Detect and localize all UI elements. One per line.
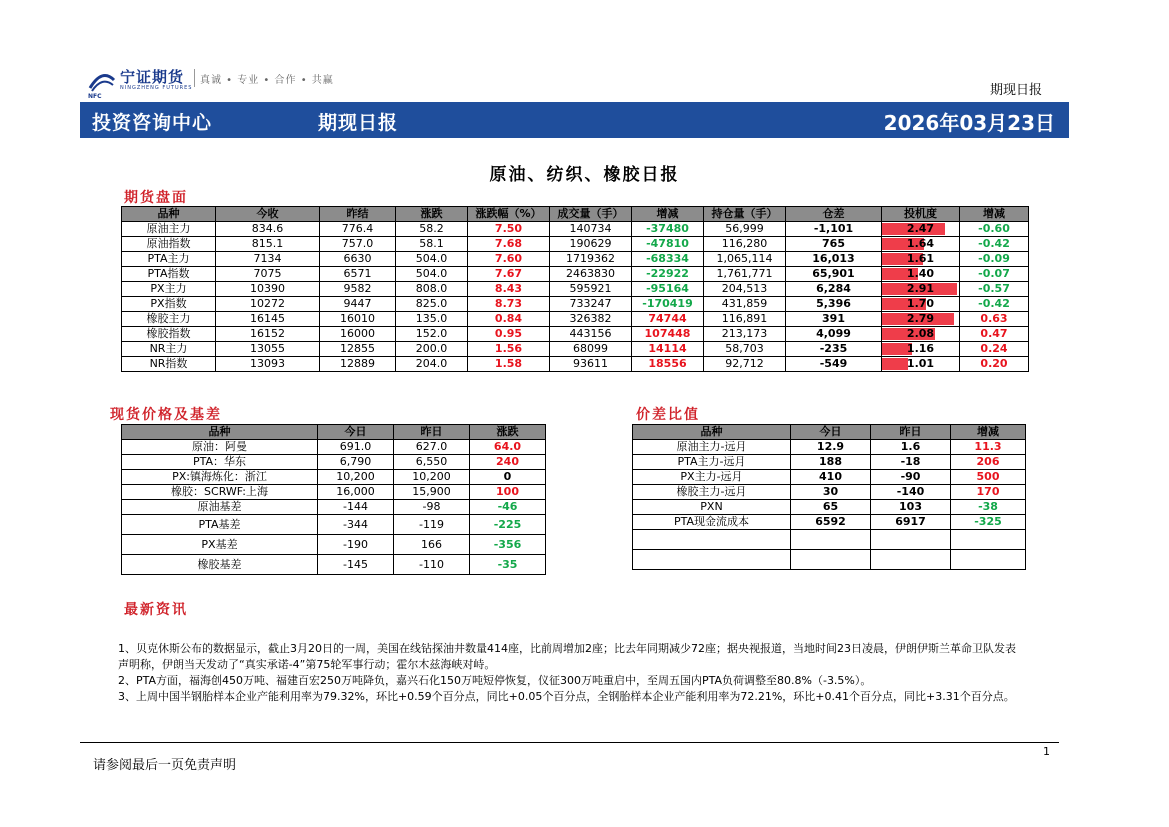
close-price: 13093: [216, 357, 320, 372]
speculation-change: 0.24: [960, 342, 1029, 357]
prev-settle: 16010: [320, 312, 396, 327]
speculation-value: 2.08: [906, 327, 935, 340]
volume-change: 18556: [632, 357, 704, 372]
today-value: 12.9: [791, 440, 871, 455]
contract-name: 橡胶指数: [122, 327, 216, 342]
speculation-change: 0.63: [960, 312, 1029, 327]
item-name: 橡胶：SCRWF:上海: [122, 485, 318, 500]
page-number: 1: [1043, 745, 1050, 758]
change-value: -38: [951, 500, 1026, 515]
change-pct: 1.58: [468, 357, 550, 372]
banner-date: 2026年03月23日: [883, 111, 1055, 135]
oi-change: 765: [786, 237, 882, 252]
oi-change: 6,284: [786, 282, 882, 297]
open-interest: 116,280: [704, 237, 786, 252]
futures-section-title: 期货盘面: [124, 190, 188, 206]
banner-report-name: 期现日报: [318, 112, 399, 134]
open-interest: 56,999: [704, 222, 786, 237]
yesterday-value: -98: [394, 500, 470, 515]
speculation-cell: [882, 282, 960, 297]
change-pct: 1.56: [468, 342, 550, 357]
item-name: PXN: [633, 500, 791, 515]
contract-name: 原油指数: [122, 237, 216, 252]
column-header: 今日: [791, 425, 871, 440]
volume: 733247: [550, 297, 632, 312]
table-row: [122, 342, 1029, 357]
item-name: PTA基差: [122, 515, 318, 535]
change-pct: 7.60: [468, 252, 550, 267]
table-row: [122, 440, 546, 455]
today-value: 6592: [791, 515, 871, 530]
speculation-cell: [882, 297, 960, 312]
oi-change: 16,013: [786, 252, 882, 267]
speculation-value: 2.47: [906, 222, 935, 235]
yesterday-value: [871, 550, 951, 570]
news-item: 1、贝克休斯公布的数据显示，截止3月20日的一周，美国在线钻探油井数量414座，比前周增加2座；比去年同期减少72座；据央视报道，当地时间23日凌晨，伊朗伊斯兰革命卫队发表声明称，伊朗当天发动了“真实承诺-4”第75轮军事行动；霍尔木兹海峡对峙。: [118, 642, 1016, 671]
table-row: [633, 470, 1026, 485]
change-pct: 0.84: [468, 312, 550, 327]
yesterday-value: -18: [871, 455, 951, 470]
table-row: [122, 455, 546, 470]
speculation-value: 1.01: [906, 357, 935, 370]
table-row: [122, 535, 546, 555]
table-header-row: [122, 425, 546, 440]
today-value: [791, 550, 871, 570]
change-value: 206: [951, 455, 1026, 470]
footer-divider: [80, 742, 1059, 743]
prev-settle: 6630: [320, 252, 396, 267]
item-name: 原油主力-远月: [633, 440, 791, 455]
speculation-change: -0.09: [960, 252, 1029, 267]
close-price: 16145: [216, 312, 320, 327]
price-change: 58.2: [396, 222, 468, 237]
column-header: 仓差: [786, 207, 882, 222]
oi-change: -1,101: [786, 222, 882, 237]
contract-name: PX指数: [122, 297, 216, 312]
news-list: [118, 641, 1023, 705]
change-value: 64.0: [470, 440, 546, 455]
logo-name: 宁证期货: [120, 68, 185, 86]
close-price: 7134: [216, 252, 320, 267]
today-value: -344: [318, 515, 394, 535]
speculation-value: 2.79: [906, 312, 935, 325]
item-name: PX基差: [122, 535, 318, 555]
volume-change: -22922: [632, 267, 704, 282]
close-price: 16152: [216, 327, 320, 342]
item-name: [633, 550, 791, 570]
contract-name: 橡胶主力: [122, 312, 216, 327]
column-header: 昨日: [394, 425, 470, 440]
spot-table: [121, 424, 546, 575]
prev-settle: 9582: [320, 282, 396, 297]
speculation-bar: [882, 358, 908, 370]
volume-change: -170419: [632, 297, 704, 312]
volume: 443156: [550, 327, 632, 342]
contract-name: PTA指数: [122, 267, 216, 282]
column-header: 增减: [960, 207, 1029, 222]
speculation-value: 1.70: [906, 297, 935, 310]
change-pct: 8.43: [468, 282, 550, 297]
table-row: [122, 237, 1029, 252]
speculation-change: -0.57: [960, 282, 1029, 297]
table-row: [122, 357, 1029, 372]
column-header: 涨跌: [470, 425, 546, 440]
volume-change: -68334: [632, 252, 704, 267]
change-pct: 7.68: [468, 237, 550, 252]
yesterday-value: 627.0: [394, 440, 470, 455]
price-change: 135.0: [396, 312, 468, 327]
change-value: [951, 530, 1026, 550]
open-interest: 1,761,771: [704, 267, 786, 282]
table-row: [122, 485, 546, 500]
report-type-label: 期现日报: [990, 83, 1043, 98]
speculation-change: -0.42: [960, 237, 1029, 252]
close-price: 815.1: [216, 237, 320, 252]
table-row: [122, 222, 1029, 237]
table-row: [122, 297, 1029, 312]
table-row: [633, 530, 1026, 550]
table-row: [122, 470, 546, 485]
item-name: PTA主力-远月: [633, 455, 791, 470]
prev-settle: 16000: [320, 327, 396, 342]
column-header: 涨跌幅（%）: [468, 207, 550, 222]
speculation-cell: [882, 357, 960, 372]
disclaimer-link[interactable]: 请参阅最后一页免责声明: [93, 758, 237, 773]
change-pct: 7.50: [468, 222, 550, 237]
oi-change: 5,396: [786, 297, 882, 312]
table-row: [122, 327, 1029, 342]
yesterday-value: 103: [871, 500, 951, 515]
speculation-cell: [882, 222, 960, 237]
price-change: 58.1: [396, 237, 468, 252]
table-header-row: [633, 425, 1026, 440]
price-change: 200.0: [396, 342, 468, 357]
column-header: 品种: [122, 425, 318, 440]
today-value: 10,200: [318, 470, 394, 485]
volume-change: -37480: [632, 222, 704, 237]
speculation-cell: [882, 312, 960, 327]
column-header: 增减: [951, 425, 1026, 440]
logo-abbr: NFC: [88, 93, 102, 100]
today-value: [791, 530, 871, 550]
table-row: [633, 550, 1026, 570]
contract-name: NR主力: [122, 342, 216, 357]
column-header: 品种: [633, 425, 791, 440]
table-row: [633, 440, 1026, 455]
change-pct: 8.73: [468, 297, 550, 312]
logo-subtitle: NINGZHENG FUTURES: [120, 85, 193, 91]
table-row: [633, 485, 1026, 500]
table-row: [122, 500, 546, 515]
volume: 93611: [550, 357, 632, 372]
change-value: 240: [470, 455, 546, 470]
today-value: 30: [791, 485, 871, 500]
oi-change: 4,099: [786, 327, 882, 342]
today-value: 188: [791, 455, 871, 470]
column-header: 增减: [632, 207, 704, 222]
today-value: 6,790: [318, 455, 394, 470]
open-interest: 204,513: [704, 282, 786, 297]
contract-name: 原油主力: [122, 222, 216, 237]
contract-name: PX主力: [122, 282, 216, 297]
column-header: 持仓量（手）: [704, 207, 786, 222]
column-header: 品种: [122, 207, 216, 222]
table-row: [122, 515, 546, 535]
banner-department: 投资咨询中心: [92, 112, 213, 134]
contract-name: PTA主力: [122, 252, 216, 267]
change-pct: 0.95: [468, 327, 550, 342]
speculation-value: 1.64: [906, 237, 935, 250]
change-value: -356: [470, 535, 546, 555]
speculation-cell: [882, 342, 960, 357]
change-value: -325: [951, 515, 1026, 530]
logo-divider: [194, 69, 195, 87]
item-name: 橡胶主力-远月: [633, 485, 791, 500]
speculation-cell: [882, 252, 960, 267]
volume-change: -47810: [632, 237, 704, 252]
yesterday-value: 15,900: [394, 485, 470, 500]
volume: 190629: [550, 237, 632, 252]
table-header-row: [122, 207, 1029, 222]
title-banner: [80, 102, 1069, 138]
column-header: 昨日: [871, 425, 951, 440]
item-name: PTA现金流成本: [633, 515, 791, 530]
news-item: 3、上周中国半钢胎样本企业产能利用率为79.32%，环比+0.59个百分点，同比+0.05个百分点，全钢胎样本企业产能利用率为72.21%，环比+0.41个百分点，同比+3.31个百分点。: [118, 690, 1015, 703]
volume: 2463830: [550, 267, 632, 282]
column-header: 涨跌: [396, 207, 468, 222]
table-row: [122, 267, 1029, 282]
close-price: 10390: [216, 282, 320, 297]
prev-settle: 757.0: [320, 237, 396, 252]
oi-change: 65,901: [786, 267, 882, 282]
open-interest: 213,173: [704, 327, 786, 342]
oi-change: 391: [786, 312, 882, 327]
today-value: -190: [318, 535, 394, 555]
yesterday-value: 6917: [871, 515, 951, 530]
yesterday-value: -90: [871, 470, 951, 485]
change-value: -225: [470, 515, 546, 535]
contract-name: NR指数: [122, 357, 216, 372]
today-value: 16,000: [318, 485, 394, 500]
prev-settle: 12889: [320, 357, 396, 372]
yesterday-value: 10,200: [394, 470, 470, 485]
volume: 68099: [550, 342, 632, 357]
table-row: [122, 252, 1029, 267]
close-price: 834.6: [216, 222, 320, 237]
prev-settle: 12855: [320, 342, 396, 357]
close-price: 13055: [216, 342, 320, 357]
change-value: -46: [470, 500, 546, 515]
news-item: 2、PTA方面，福海创450万吨、福建百宏250万吨降负，嘉兴石化150万吨短停恢复，仪征300万吨重启中，至周五国内PTA负荷调整至80.8%（-3.5%）。: [118, 674, 872, 687]
spread-section-title: 价差比值: [636, 407, 700, 423]
close-price: 7075: [216, 267, 320, 282]
speculation-value: 1.16: [906, 342, 935, 355]
close-price: 10272: [216, 297, 320, 312]
column-header: 昨结: [320, 207, 396, 222]
spread-table: [632, 424, 1026, 570]
volume: 595921: [550, 282, 632, 297]
volume: 140734: [550, 222, 632, 237]
prev-settle: 776.4: [320, 222, 396, 237]
yesterday-value: -140: [871, 485, 951, 500]
column-header: 投机度: [882, 207, 960, 222]
volume: 1719362: [550, 252, 632, 267]
speculation-value: 2.91: [906, 282, 935, 295]
item-name: [633, 530, 791, 550]
table-row: [633, 455, 1026, 470]
today-value: 410: [791, 470, 871, 485]
yesterday-value: 1.6: [871, 440, 951, 455]
speculation-change: -0.07: [960, 267, 1029, 282]
volume: 326382: [550, 312, 632, 327]
change-value: 500: [951, 470, 1026, 485]
volume-change: 74744: [632, 312, 704, 327]
speculation-cell: [882, 267, 960, 282]
change-value: 11.3: [951, 440, 1026, 455]
prev-settle: 9447: [320, 297, 396, 312]
item-name: 原油基差: [122, 500, 318, 515]
item-name: 橡胶基差: [122, 555, 318, 575]
column-header: 成交量（手）: [550, 207, 632, 222]
document-title: 原油、纺织、橡胶日报: [489, 165, 680, 185]
speculation-value: 1.40: [906, 267, 935, 280]
open-interest: 116,891: [704, 312, 786, 327]
open-interest: 1,065,114: [704, 252, 786, 267]
price-change: 825.0: [396, 297, 468, 312]
today-value: -144: [318, 500, 394, 515]
item-name: PX:镇海炼化：浙江: [122, 470, 318, 485]
speculation-value: 1.61: [906, 252, 935, 265]
change-pct: 7.67: [468, 267, 550, 282]
today-value: -145: [318, 555, 394, 575]
yesterday-value: 6,550: [394, 455, 470, 470]
logo-mark-icon: [88, 68, 116, 94]
change-value: -35: [470, 555, 546, 575]
column-header: 今收: [216, 207, 320, 222]
item-name: PX主力-远月: [633, 470, 791, 485]
speculation-change: 0.20: [960, 357, 1029, 372]
yesterday-value: 166: [394, 535, 470, 555]
open-interest: 92,712: [704, 357, 786, 372]
yesterday-value: -110: [394, 555, 470, 575]
table-row: [122, 282, 1029, 297]
open-interest: 58,703: [704, 342, 786, 357]
speculation-cell: [882, 237, 960, 252]
volume-change: 107448: [632, 327, 704, 342]
table-row: [633, 515, 1026, 530]
volume-change: -95164: [632, 282, 704, 297]
company-logo: [88, 66, 348, 98]
item-name: PTA：华东: [122, 455, 318, 470]
oi-change: -235: [786, 342, 882, 357]
change-value: 170: [951, 485, 1026, 500]
yesterday-value: -119: [394, 515, 470, 535]
table-row: [122, 555, 546, 575]
spot-section-title: 现货价格及基差: [110, 407, 222, 423]
table-row: [633, 500, 1026, 515]
item-name: 原油：阿曼: [122, 440, 318, 455]
logo-slogan: 真诚 • 专业 • 合作 • 共赢: [200, 75, 334, 86]
price-change: 504.0: [396, 267, 468, 282]
today-value: 691.0: [318, 440, 394, 455]
speculation-change: 0.47: [960, 327, 1029, 342]
change-value: [951, 550, 1026, 570]
open-interest: 431,859: [704, 297, 786, 312]
prev-settle: 6571: [320, 267, 396, 282]
column-header: 今日: [318, 425, 394, 440]
futures-table: [121, 206, 1029, 372]
change-value: 100: [470, 485, 546, 500]
price-change: 808.0: [396, 282, 468, 297]
change-value: 0: [470, 470, 546, 485]
oi-change: -549: [786, 357, 882, 372]
table-row: [122, 312, 1029, 327]
news-section-title: 最新资讯: [124, 602, 188, 618]
price-change: 504.0: [396, 252, 468, 267]
price-change: 204.0: [396, 357, 468, 372]
speculation-cell: [882, 327, 960, 342]
price-change: 152.0: [396, 327, 468, 342]
volume-change: 14114: [632, 342, 704, 357]
speculation-change: -0.42: [960, 297, 1029, 312]
speculation-change: -0.60: [960, 222, 1029, 237]
yesterday-value: [871, 530, 951, 550]
today-value: 65: [791, 500, 871, 515]
